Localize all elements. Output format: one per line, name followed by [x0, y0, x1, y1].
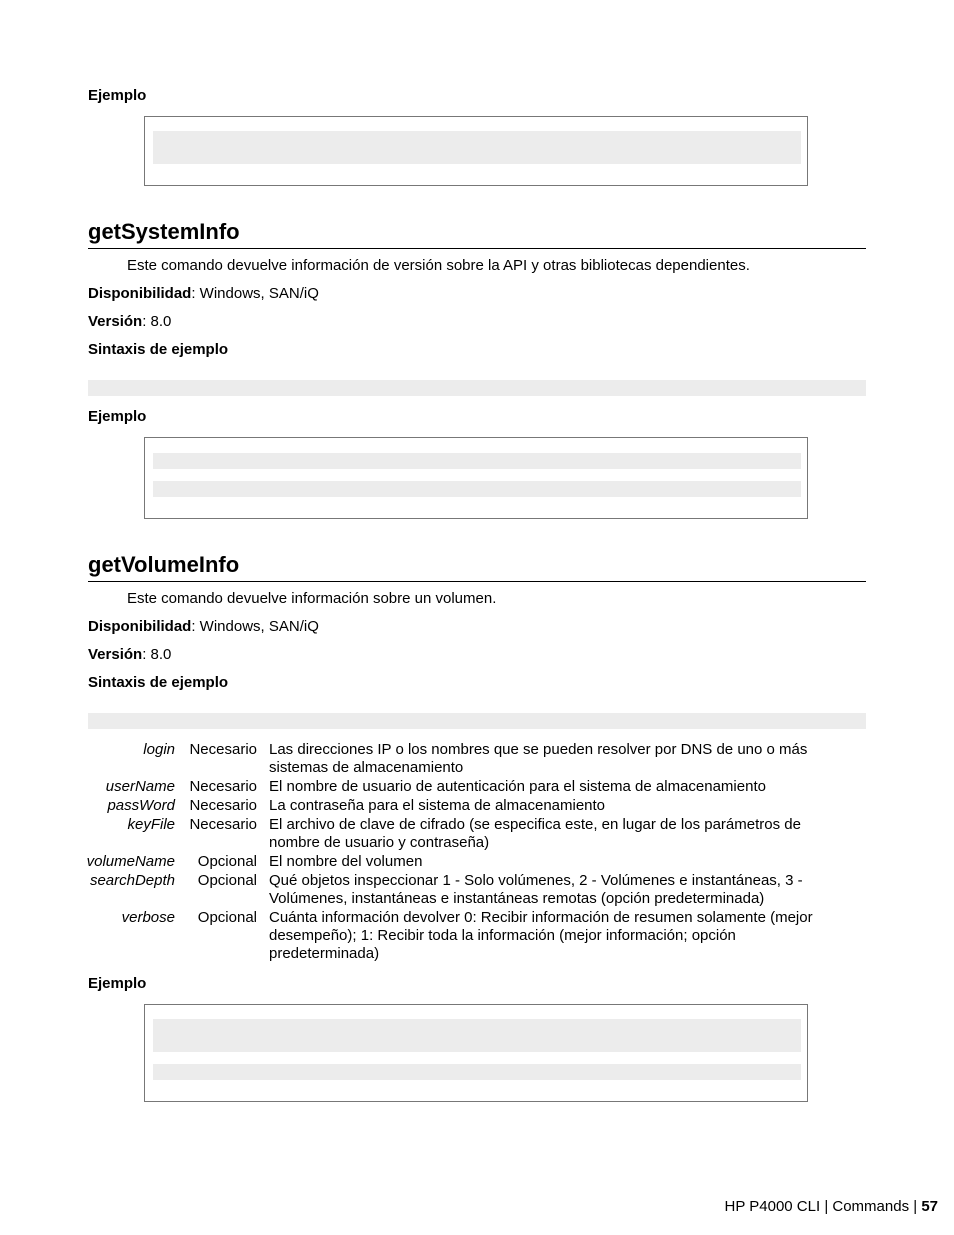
availability-line	[88, 285, 319, 302]
syntax-label: Sintaxis de ejemplo	[88, 674, 229, 691]
syntax-code-line	[88, 380, 866, 396]
availability-value: : Windows, SAN/iQ	[191, 285, 319, 302]
example-code-box	[144, 116, 808, 186]
example-label: Ejemplo	[88, 87, 147, 104]
syntax-label: Sintaxis de ejemplo	[88, 341, 229, 358]
version-label: Versión	[88, 646, 143, 663]
param-name: login	[143, 741, 175, 758]
code-line	[153, 1019, 801, 1052]
code-line	[153, 131, 801, 164]
example-label: Ejemplo	[88, 975, 147, 992]
page-footer	[725, 1198, 938, 1215]
param-requirement: Necesario	[189, 741, 257, 758]
param-name: keyFile	[127, 816, 175, 833]
param-name: userName	[105, 778, 175, 795]
param-description: El nombre de usuario de autenticación para el sistema de almacenamiento	[269, 778, 766, 795]
param-description: El archivo de clave de cifrado (se especifica este, en lugar de los parámetros de nombre de usuario y contraseña)	[269, 816, 801, 851]
version-line	[88, 313, 171, 330]
param-name: passWord	[107, 797, 175, 814]
example-code-box	[144, 437, 808, 519]
section-title-getvolumeinfo: getVolumeInfo	[88, 552, 240, 577]
syntax-code-line	[88, 713, 866, 729]
version-label: Versión	[88, 313, 143, 330]
param-description: La contraseña para el sistema de almacenamiento	[269, 797, 606, 814]
param-description: El nombre del volumen	[269, 853, 423, 870]
param-requirement: Necesario	[189, 797, 257, 814]
availability-label: Disponibilidad	[88, 285, 192, 302]
section-description: Este comando devuelve información de versión sobre la API y otras bibliotecas dependientes.	[127, 257, 750, 274]
heading-rule	[88, 248, 866, 249]
param-requirement: Opcional	[197, 872, 257, 889]
section-description: Este comando devuelve información sobre un volumen.	[127, 590, 497, 607]
example-label: Ejemplo	[88, 408, 147, 425]
page-number: 57	[921, 1198, 938, 1215]
version-value: : 8.0	[142, 646, 172, 663]
footer-title: HP P4000 CLI | Commands |	[724, 1198, 918, 1215]
availability-line	[88, 618, 319, 635]
param-requirement: Opcional	[197, 853, 257, 870]
version-line	[88, 646, 171, 663]
param-requirement: Necesario	[189, 816, 257, 833]
param-requirement: Necesario	[189, 778, 257, 795]
code-line	[153, 453, 801, 469]
param-name: searchDepth	[89, 872, 175, 889]
version-value: : 8.0	[142, 313, 172, 330]
param-description: Qué objetos inspeccionar 1 - Solo volúmenes, 2 - Volúmenes e instantáneas, 3 - Volúmenes, instantáneas e instantáneas remotas (opción predeterminada)	[269, 872, 803, 907]
param-name: volumeName	[86, 853, 175, 870]
param-name: verbose	[121, 909, 175, 926]
param-description: Las direcciones IP o los nombres que se pueden resolver por DNS de uno o más sistemas de almacenamiento	[269, 741, 808, 776]
param-requirement: Opcional	[197, 909, 257, 926]
code-line	[153, 481, 801, 497]
code-line	[153, 1064, 801, 1080]
param-description: Cuánta información devolver 0: Recibir información de resumen solamente (mejor desempeño); 1: Recibir toda la información (mejor información; opción predeterminada)	[269, 909, 813, 962]
availability-value: : Windows, SAN/iQ	[191, 618, 319, 635]
example-code-box	[144, 1004, 808, 1102]
section-title-getsysteminfo: getSystemInfo	[88, 219, 240, 244]
availability-label: Disponibilidad	[88, 618, 192, 635]
heading-rule	[88, 581, 866, 582]
